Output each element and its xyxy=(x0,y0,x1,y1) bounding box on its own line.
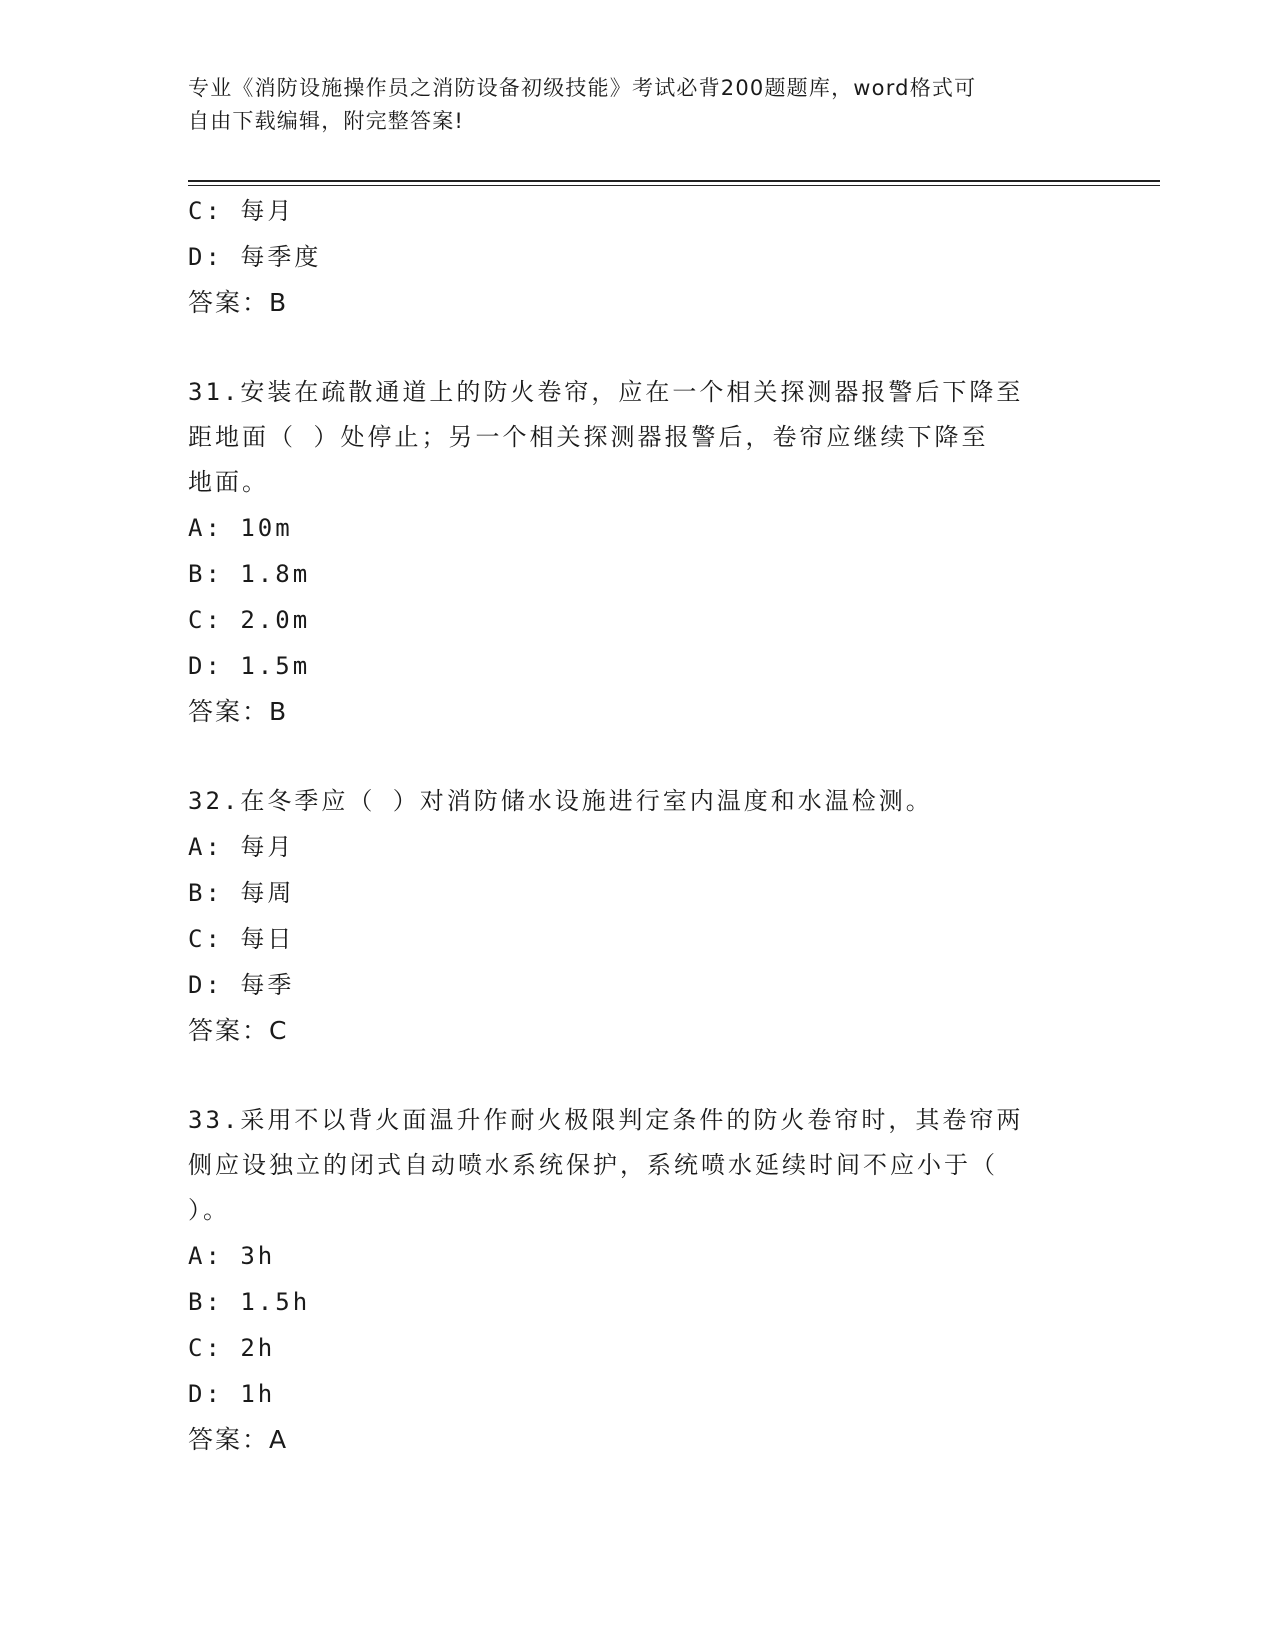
carryover-question xyxy=(188,188,1088,326)
answer-line: 答案：C xyxy=(188,1016,289,1045)
question-text-line: ）。 xyxy=(188,1196,230,1224)
answer-line: 答案：A xyxy=(188,1425,289,1454)
question-text-line: 侧应设独立的闭式自动喷水系统保护，系统喷水延续时间不应小于（ xyxy=(188,1151,998,1179)
question-text-line: 地面。 xyxy=(188,468,269,496)
option-c: C: 每月 xyxy=(188,197,295,225)
answer-line: 答案：B xyxy=(188,288,289,317)
question-text-line: 33.采用不以背火面温升作耐火极限判定条件的防火卷帘时，其卷帘两 xyxy=(188,1106,1024,1134)
question-text-line: 31.安装在疏散通道上的防火卷帘，应在一个相关探测器报警后下降至 xyxy=(188,378,1024,406)
question-text-line: 32.在冬季应（ ）对消防储水设施进行室内温度和水温检测。 xyxy=(188,787,933,815)
option-b: B: 1.8m xyxy=(188,560,311,588)
header-divider-thin xyxy=(188,185,1160,186)
question-list xyxy=(188,188,1088,1463)
option-c: C: 每日 xyxy=(188,925,295,953)
option-c: C: 2h xyxy=(188,1334,276,1362)
option-b: B: 每周 xyxy=(188,879,295,907)
option-d: D: 每季 xyxy=(188,971,295,999)
answer-line: 答案：B xyxy=(188,697,289,726)
question-32 xyxy=(188,779,1088,1054)
question-33 xyxy=(188,1098,1088,1463)
page-header: 专业《消防设施操作员之消防设备初级技能》考试必背200题题库，word格式可 自由下载编辑，附完整答案! xyxy=(188,76,977,133)
option-a: A: 每月 xyxy=(188,833,295,861)
option-d: D: 1h xyxy=(188,1380,276,1408)
question-31 xyxy=(188,370,1088,735)
header-divider xyxy=(188,180,1160,182)
option-d: D: 每季度 xyxy=(188,243,322,271)
option-a: A: 10m xyxy=(188,514,293,542)
option-b: B: 1.5h xyxy=(188,1288,311,1316)
option-c: C: 2.0m xyxy=(188,606,311,634)
question-text-line: 距地面（ ）处停止；另一个相关探测器报警后，卷帘应继续下降至 xyxy=(188,423,989,451)
option-d: D: 1.5m xyxy=(188,652,311,680)
option-a: A: 3h xyxy=(188,1242,276,1270)
